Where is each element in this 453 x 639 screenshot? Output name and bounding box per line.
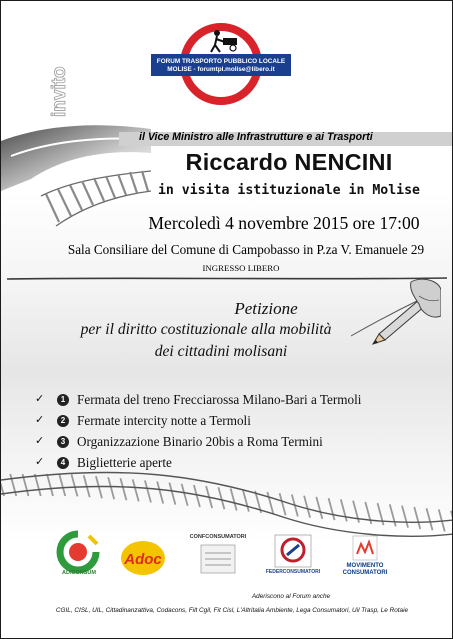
track-sleeper: [427, 508, 433, 530]
entry-note: INGRESSO LIBERO: [202, 263, 280, 273]
movimento-consumatori-logo: [345, 534, 385, 562]
petition-title: Petizione: [234, 299, 298, 318]
supporters-intro: Aderiscono al Forum anche: [251, 593, 331, 600]
track-sleeper: [182, 484, 188, 506]
movimento-name-2: CONSUMATORI: [342, 570, 388, 576]
invito-text: invito: [49, 66, 70, 117]
track-sleeper: [243, 490, 249, 512]
petition-subtitle-2: dei cittadini molisani: [154, 343, 288, 360]
track-sleeper: [194, 485, 200, 507]
track-sleeper: [133, 479, 139, 501]
track-sleeper: [1, 474, 4, 496]
track-sleeper: [414, 507, 420, 529]
list-item: [35, 434, 445, 455]
adiconsum-name: ADICONSUM: [62, 570, 96, 576]
item-text: Fermata del treno Frecciarossa Milano-Bari a Termoli: [77, 392, 362, 407]
check-icon: ✓: [35, 413, 45, 426]
petition-subtitle-1: per il diritto costituzionale alla mobilità: [80, 321, 332, 338]
track-sleeper: [280, 493, 286, 515]
track-sleeper: [120, 478, 126, 500]
track-sleeper: [390, 504, 396, 526]
number-badge: 3: [57, 436, 69, 448]
movimento-name-1: MOVIMENTO: [346, 563, 384, 569]
track-sleeper: [47, 474, 53, 496]
role-text: il Vice Ministro alle Infrastrutture e ai Trasporti: [139, 131, 373, 143]
event-datetime: Mercoledì 4 novembre 2015 ore 17:00: [148, 213, 420, 233]
logo-line-2: MOLISE - forumtpl.molise@libero.it: [167, 66, 275, 73]
track-sleeper: [329, 498, 335, 520]
item-text: Fermate intercity notte a Termoli: [77, 413, 251, 428]
track-sleeper: [218, 487, 224, 509]
item-text: Biglietterie aperte: [77, 455, 172, 470]
track-sleeper: [267, 492, 273, 514]
track-sleeper: [402, 506, 408, 528]
track-sleeper: [145, 480, 151, 502]
track-sleeper: [71, 474, 77, 496]
track-sleeper: [169, 483, 175, 505]
confconsumatori-name: CONFCONSUMATORI: [189, 534, 247, 540]
list-item: [35, 413, 445, 434]
check-icon: ✓: [35, 392, 45, 405]
number-badge: 1: [57, 394, 69, 406]
visit-purpose: in visita istituzionale in Molise: [157, 183, 420, 198]
track-sleeper: [316, 497, 322, 519]
item-text: Organizzazione Binario 20bis a Roma Termini: [77, 434, 323, 449]
porter-icon: [211, 30, 237, 52]
list-item: [35, 392, 445, 413]
adoc-text: Adoc: [124, 551, 162, 568]
logo-line-1: FORUM TRASPORTO PUBBLICO LOCALE: [156, 58, 286, 65]
track-sleeper: [108, 477, 114, 499]
number-badge: 2: [57, 415, 69, 427]
number-badge: 4: [57, 457, 69, 469]
adoc-logo: [119, 538, 167, 578]
train-illustration: [1, 101, 151, 231]
check-icon: ✓: [35, 455, 45, 468]
check-icon: ✓: [35, 434, 45, 447]
track-sleeper: [157, 482, 163, 504]
federconsumatori-name: FEDERCONSUMATORI: [265, 569, 321, 575]
event-venue: Sala Consiliare del Comune di Campobasso in P.za V. Emanuele 29: [67, 242, 425, 257]
supporters-list: CGIL, CISL, UIL, Cittadinanzattiva, Codacons, Filt Cgil, Fit Cisl, L'Altritalia Ambiente, Lega Consumatori, Uil Trasp, Le Rotaie: [55, 607, 409, 614]
track-sleeper: [59, 474, 65, 496]
track-sleeper: [35, 474, 41, 496]
track-sleeper: [231, 488, 237, 510]
speaker-name: Riccardo NENCINI: [185, 149, 393, 175]
adiconsum-logo: [53, 528, 103, 588]
track-sleeper: [341, 499, 347, 521]
track-sleeper: [304, 496, 310, 518]
